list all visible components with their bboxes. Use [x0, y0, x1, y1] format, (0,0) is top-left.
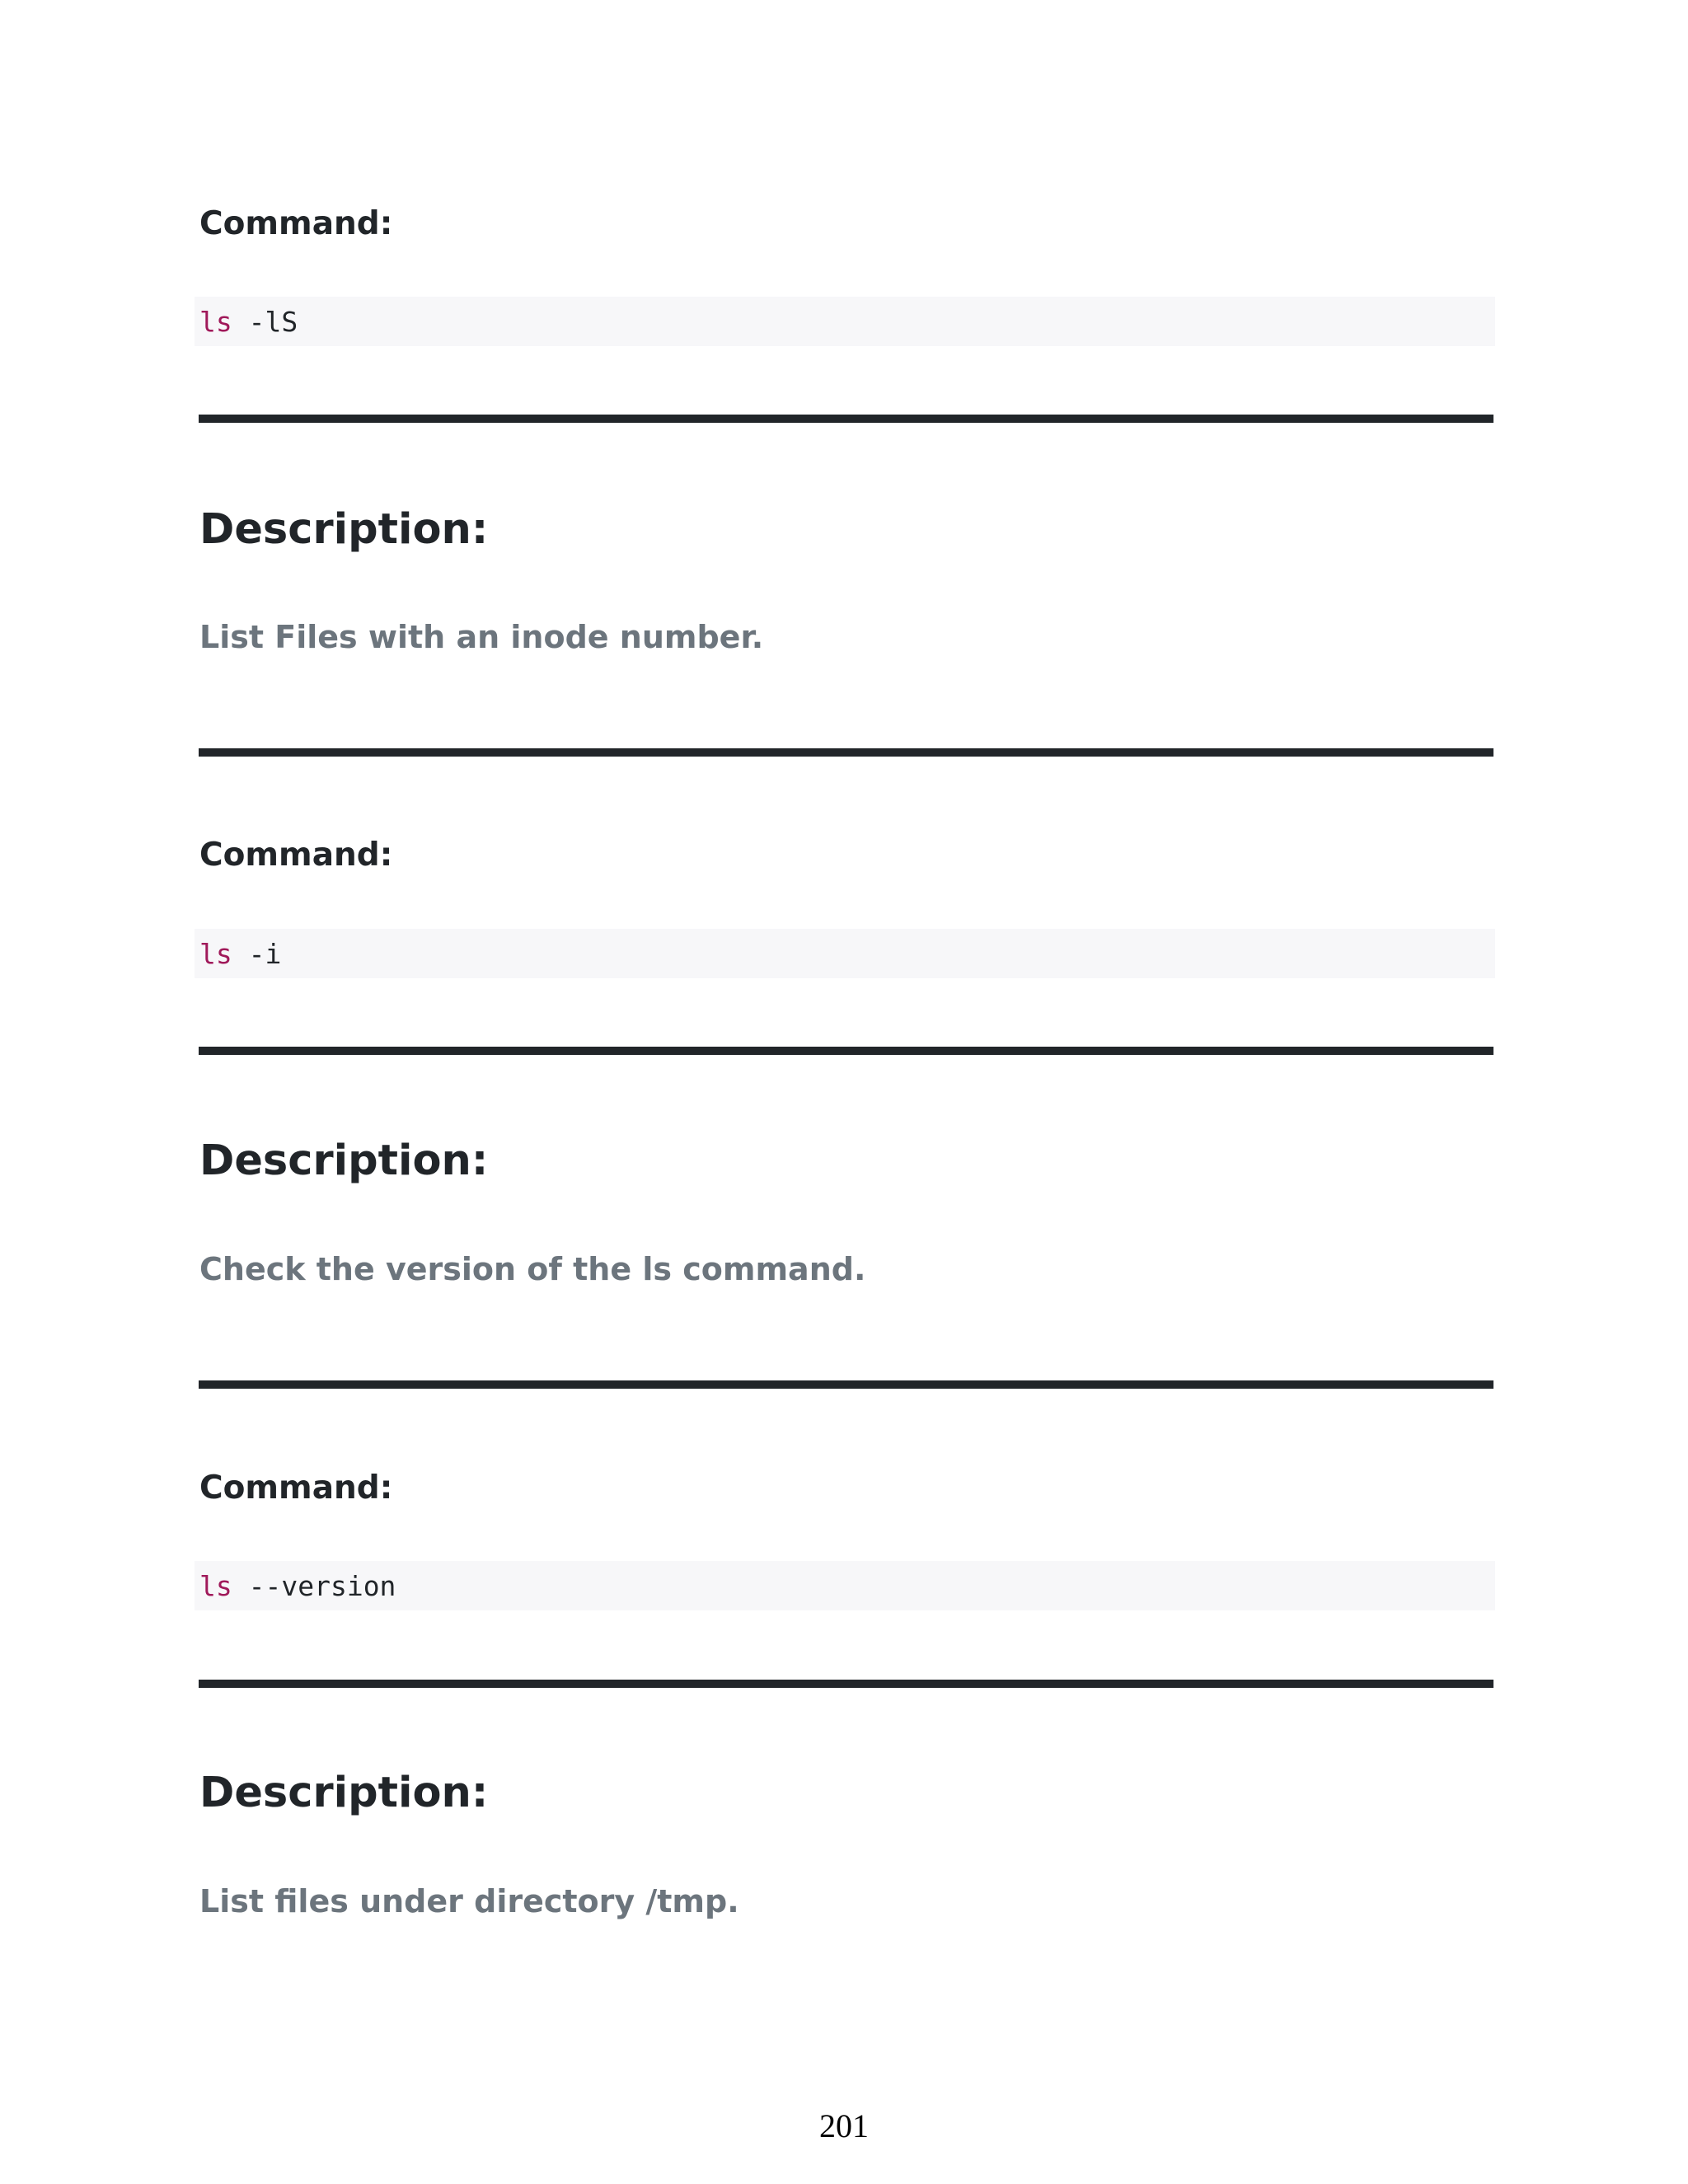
command-heading [199, 837, 1493, 874]
code-args: -lS [232, 305, 298, 338]
description-paragraph [199, 1883, 1493, 1919]
code-keyword: ls [199, 937, 232, 970]
description-heading-text: Description: [199, 1769, 489, 1817]
description-text: List Files with an inode number. [199, 619, 764, 655]
description-heading [199, 1769, 1493, 1817]
description-heading [199, 505, 1493, 554]
command-heading-text: Command: [199, 1469, 393, 1507]
description-paragraph [199, 1251, 1493, 1287]
code-args: --version [232, 1569, 396, 1602]
horizontal-rule [199, 1380, 1493, 1389]
page-number: 201 [819, 2107, 869, 2144]
code-keyword: ls [199, 305, 232, 338]
code-keyword: ls [199, 1569, 232, 1602]
code-block [195, 929, 1495, 978]
command-heading [199, 1469, 1493, 1507]
command-heading-text: Command: [199, 837, 393, 874]
description-heading-text: Description: [199, 1137, 489, 1185]
code-args: -i [232, 937, 282, 970]
command-heading [199, 205, 1493, 242]
description-heading-text: Description: [199, 505, 489, 554]
horizontal-rule [199, 1680, 1493, 1688]
command-heading-text: Command: [199, 205, 393, 242]
code-block [195, 1561, 1495, 1610]
horizontal-rule [199, 1047, 1493, 1055]
code-block [195, 297, 1495, 346]
description-text: List files under directory /tmp. [199, 1883, 739, 1919]
description-text: Check the version of the ls command. [199, 1251, 866, 1287]
horizontal-rule [199, 415, 1493, 423]
horizontal-rule [199, 748, 1493, 757]
description-heading [199, 1137, 1493, 1185]
description-paragraph [199, 621, 1493, 653]
